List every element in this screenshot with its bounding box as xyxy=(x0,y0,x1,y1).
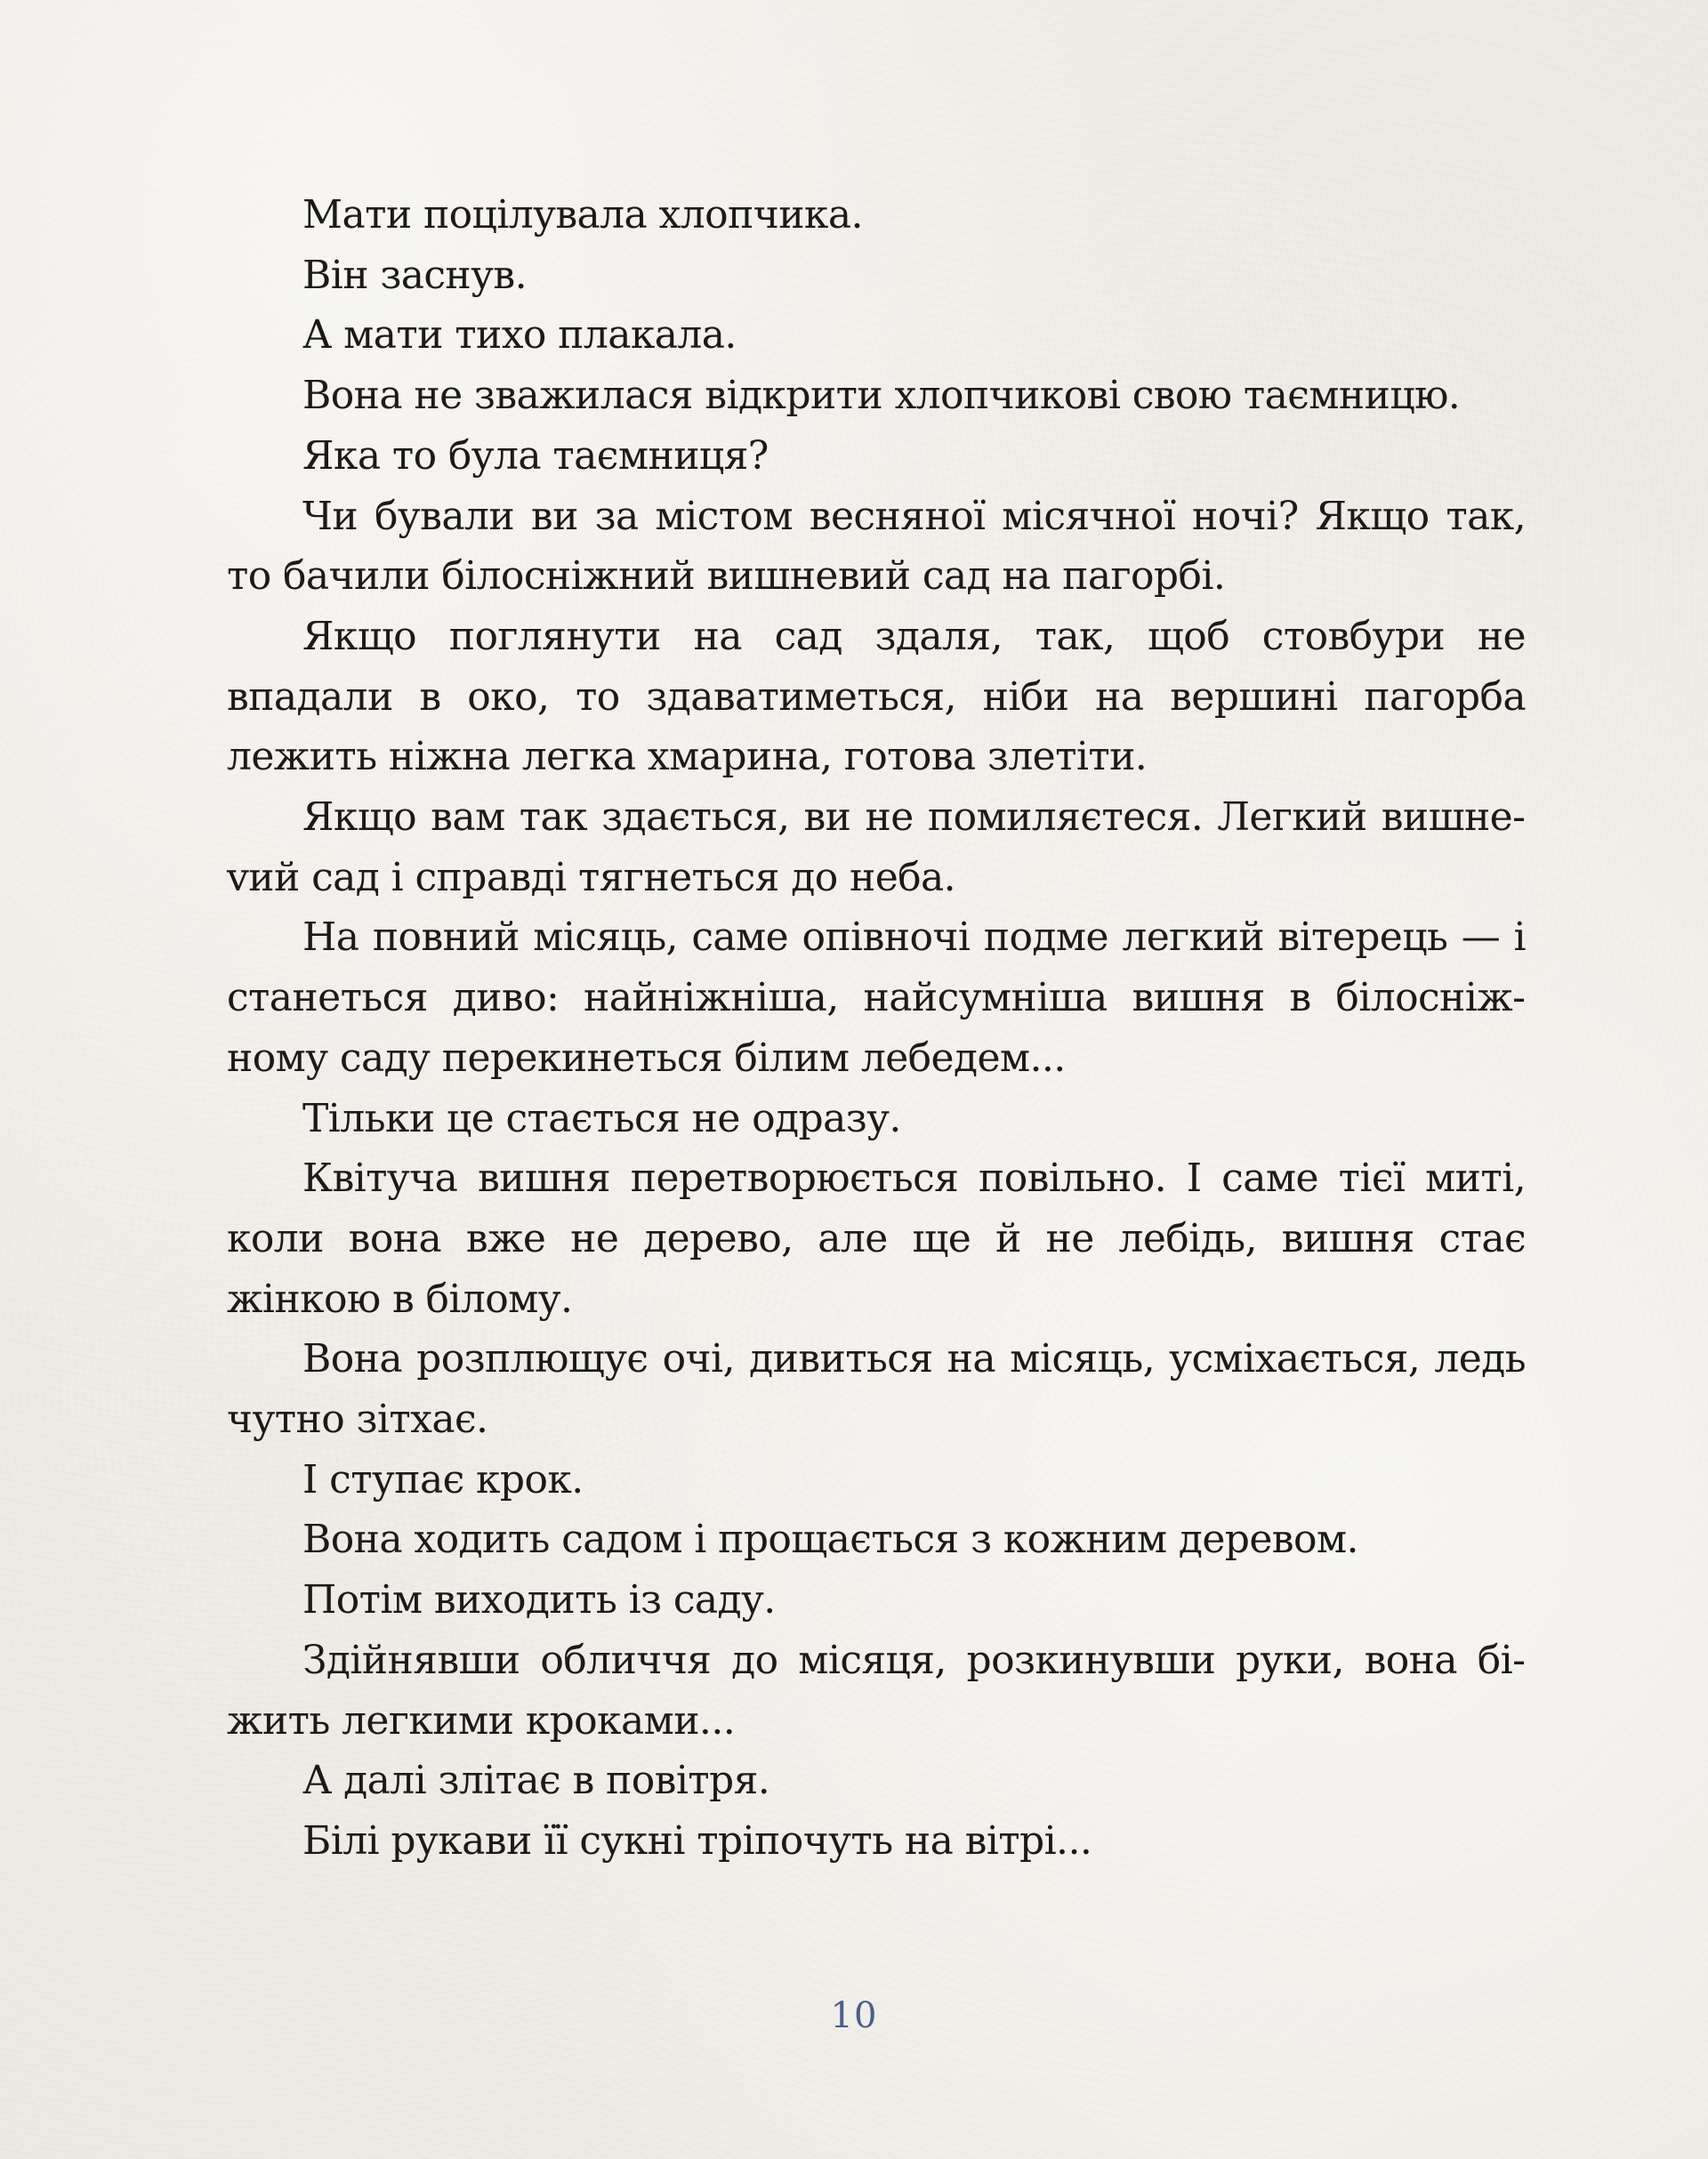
paragraph-4: Вона не зважилася відкрити хлопчикові свою таємницю. xyxy=(302,373,1461,419)
paragraph-6: Чи бували ви за містом весняної місячної ночі? Якщо так, то бачили білосніжний вишневий сад на пагорбі. xyxy=(227,493,1526,600)
paragraph-16: Здійнявши обличчя до місяця, розкинувши руки, вона біжить легкими кроками... xyxy=(227,1637,1526,1744)
paragraph-9: На повний місяць, саме опівночі подме легкий вітерець — і станеться диво: найніжніша, найсумніша вишня в білосніжному саду перекинеться білим лебедем... xyxy=(227,914,1526,1081)
paragraph-8: Якщо вам так здається, ви не помиляєтеся. Легкий вишнеvий сад і справді тягнеться до неба. xyxy=(227,794,1526,900)
paragraph-15: Потім виходить із саду. xyxy=(302,1577,776,1623)
paragraph-7: Якщо поглянути на сад здаля, так, щоб стовбури не впадали в око, то здаватиметься, ніби на вершині пагорба лежить ніжна легка хмарина, готова злетіти. xyxy=(227,613,1526,780)
paragraph-5: Яка то була таємниця? xyxy=(302,432,769,479)
paragraph-10: Тільки це стається не одразу. xyxy=(302,1095,901,1141)
page-number: 10 xyxy=(830,1995,878,2036)
paragraph-11: Квітуча вишня перетворюється повільно. І саме тієї миті, коли вона вже не дерево, але ще й не лебідь, вишня стає жінкою в білому. xyxy=(227,1156,1526,1322)
paragraph-3: А мати тихо плакала. xyxy=(302,312,737,358)
paragraph-18: Білі рукави її сукні тріпочуть на вітрі... xyxy=(302,1817,1092,1864)
paragraph-12: Вона розплющує очі, дивиться на місяць, усміхається, ледь чутно зітхає. xyxy=(227,1336,1526,1443)
paragraph-2: Він заснув. xyxy=(302,252,527,298)
body-text xyxy=(227,185,1526,1872)
paragraph-17: А далі злітає в повітря. xyxy=(302,1758,770,1804)
paragraph-13: І ступає крок. xyxy=(302,1456,584,1502)
paragraph-1: Мати поцілувала хлопчика. xyxy=(302,192,863,238)
paragraph-14: Вона ходить садом і прощається з кожним деревом. xyxy=(302,1517,1358,1563)
